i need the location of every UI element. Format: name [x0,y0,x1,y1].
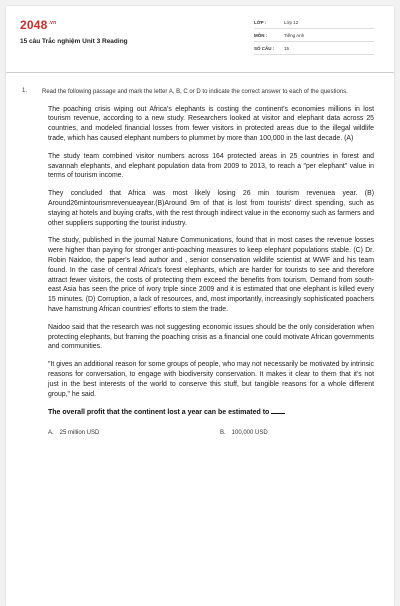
meta-key: SỐ CÂU : [254,46,275,51]
question-instruction: Read the following passage and mark the letter A, B, C or D to indicate the correct answer to each of the questions. [42,89,348,95]
passage-paragraph-3: They concluded that Africa was most likely losing 26 min tourism revenuea year. (B) Around26mintourismrevenueayear.(B)Around 9m of that is lost from tourists' direct spending, such as staying at hotels and buying crafts, with the rest through indirect value in the economy such as farmers and other suppliers supporting the tourist industry. [48,190,374,227]
document-header [6,6,394,73]
question-number: 1. [22,88,28,94]
logo-suffix: .vn [48,20,57,26]
logo-text: 2048 [20,18,48,32]
passage-paragraph-1: The poaching crisis wiping out Africa's elephants is costing the continent's economies millions in lost tourism revenue, according to a new study. Researchers looked at visitor and elephant data across 25 countries, and modeled financial losses from fewer visitors in protected areas due to the illegal wildlife trade, which has caused elephant numbers to plummet by more than 100,000 in the last decade. (A) [48,105,374,142]
meta-table [254,17,374,56]
option-b[interactable] [220,430,380,436]
document-title: 15 câu Trắc nghiệm Unit 3 Reading [20,38,128,45]
meta-row-subject [254,30,374,42]
passage-paragraph-6: "It gives an additional reason for some groups of people, who may not necessarily be motivated by intrinsic reasons for conversation, to engage with biodiversity conservation. It makes it clear to them that it's not just in the best interests of the world to conserve this stuff, but tangible reasons for a whole different group," he said. [48,361,374,398]
reading-passage [48,105,374,400]
option-a[interactable] [48,430,220,436]
meta-row-count [254,43,374,55]
meta-row-class [254,17,374,29]
question-block [22,88,374,436]
meta-value: Tiếng Anh [284,33,305,38]
document-page [6,6,394,606]
answer-options [48,430,374,436]
meta-key: MÔN : [254,33,268,38]
site-logo[interactable] [20,18,56,32]
meta-value: Lớp 12 [284,20,299,25]
question-prompt-text: The overall profit that the continent lost a year can be estimated to [48,409,270,417]
meta-key: LỚP : [254,20,267,25]
option-letter: B. [220,430,226,437]
passage-paragraph-4: The study, published in the journal Nature Communications, found that in most cases the revenue losses were higher than paying for stronger anti-poaching measures to keep elephant populations stable. (C) Dr. Robin Naidoo, the paper's lead author and , senior conservation wildlife scientist at WWF and his team found. In the case of central Africa's forest elephants, which are harder for tourists to see and therefore attract fewer visitors, the costs of protecting them exceed the benefits from tourism. Demand from south-east Asia has seen the price of ivory triple since 2009 and it is estimated that one elephant is killed every 15 minutes. (D) Corruption, a lack of resources, and, most importantly, increasingly sophisticated poachers have hamstrung African countries' efforts to stem the trade. [48,237,374,313]
passage-paragraph-2: The study team combined visitor numbers across 164 protected areas in 25 countries in forest and savannah elephants, and elephant population data from 2009 to 2013, to reach a "per elephant" value in terms of tourism income. [48,152,374,180]
meta-value: 15 [284,46,290,51]
question-prompt [48,407,374,416]
option-text: 25 million USD [59,430,100,437]
answer-blank [271,407,285,414]
passage-paragraph-5: Naidoo said that the research was not suggesting economic issues should be the only consideration when protecting elephants, but framing the poaching crisis as a financial one could motivate African governments and communities. [48,323,374,351]
option-letter: A. [48,430,54,437]
option-text: 100,000 USD [231,430,268,437]
